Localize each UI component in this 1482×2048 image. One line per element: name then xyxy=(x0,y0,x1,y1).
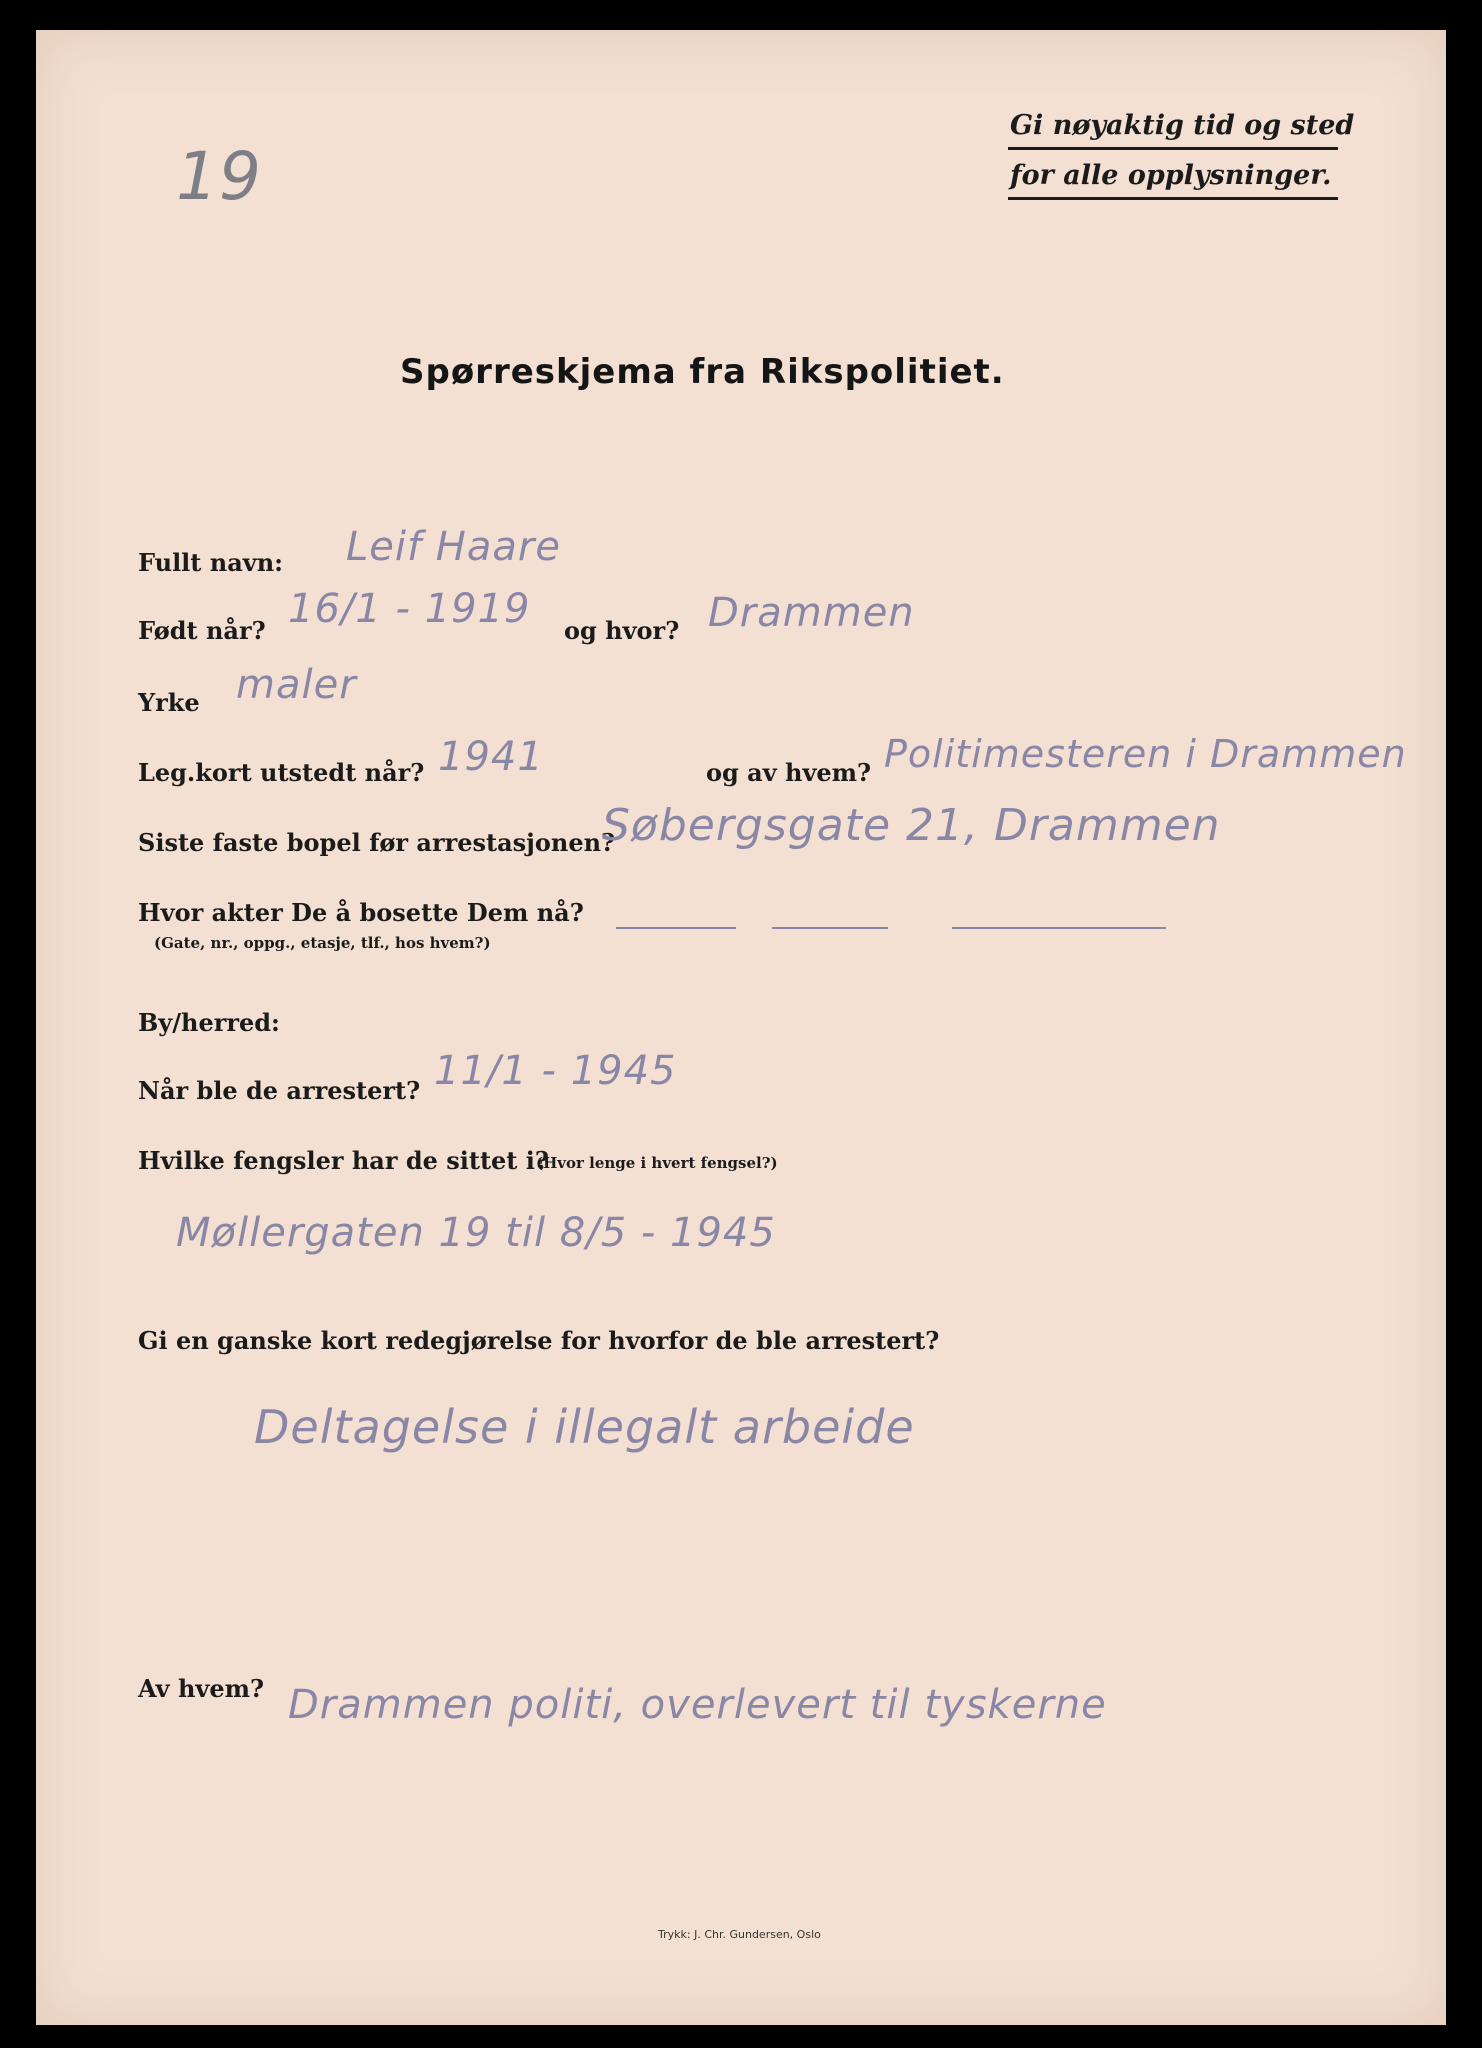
label-arrested-when: Når ble de arrestert? xyxy=(138,1076,421,1105)
answer-reason: Deltagelse i illegalt arbeide xyxy=(254,1400,915,1454)
label-settle-where: Hvor akter De å bosette Dem nå? xyxy=(138,898,584,927)
answer-born-where: Drammen xyxy=(708,590,915,636)
label-prisons: Hvilke fengsler har de sittet i? xyxy=(138,1146,549,1175)
label-prisons-hint: (Hvor lenge i hvert fengsel?) xyxy=(536,1154,778,1172)
label-occupation: Yrke xyxy=(138,688,200,717)
form-sheet xyxy=(36,30,1446,2025)
settle-dash-3 xyxy=(952,927,1166,929)
label-by-whom: Av hvem? xyxy=(138,1674,265,1703)
answer-id-card-when: 1941 xyxy=(438,734,544,780)
answer-id-card-by: Politimesteren i Drammen xyxy=(884,732,1407,776)
notice-underline-2 xyxy=(1008,197,1338,200)
answer-born-when: 16/1 - 1919 xyxy=(288,586,531,632)
label-settle-hint: (Gate, nr., oppg., etasje, tlf., hos hvem?) xyxy=(154,934,491,952)
notice-line-2: for alle opplysninger. xyxy=(1010,160,1332,191)
label-id-card-by: og av hvem? xyxy=(706,758,872,787)
label-born-where: og hvor? xyxy=(564,616,680,645)
printer-imprint: Trykk: J. Chr. Gundersen, Oslo xyxy=(658,1928,821,1941)
label-born-when: Født når? xyxy=(138,616,266,645)
label-reason: Gi en ganske kort redegjørelse for hvorfor de ble arrestert? xyxy=(138,1326,940,1355)
answer-last-address: Søbergsgate 21, Drammen xyxy=(602,800,1221,851)
answer-prisons: Møllergaten 19 til 8/5 - 1945 xyxy=(176,1210,776,1256)
settle-dash-2 xyxy=(772,927,888,929)
answer-full-name: Leif Haare xyxy=(346,524,561,570)
settle-dash-1 xyxy=(616,927,736,929)
notice-underline-1 xyxy=(1008,147,1338,150)
answer-by-whom: Drammen politi, overlevert til tyskerne xyxy=(288,1682,1107,1728)
page-number: 19 xyxy=(176,138,262,215)
answer-occupation: maler xyxy=(236,662,357,708)
label-id-card-when: Leg.kort utstedt når? xyxy=(138,758,425,787)
notice-line-1: Gi nøyaktig tid og sted xyxy=(1010,110,1355,141)
label-last-address: Siste faste bopel før arrestasjonen? xyxy=(138,828,616,857)
answer-arrested-when: 11/1 - 1945 xyxy=(434,1048,677,1094)
label-town: By/herred: xyxy=(138,1008,280,1037)
label-full-name: Fullt navn: xyxy=(138,548,283,577)
form-title: Spørreskjema fra Rikspolitiet. xyxy=(400,352,1005,392)
